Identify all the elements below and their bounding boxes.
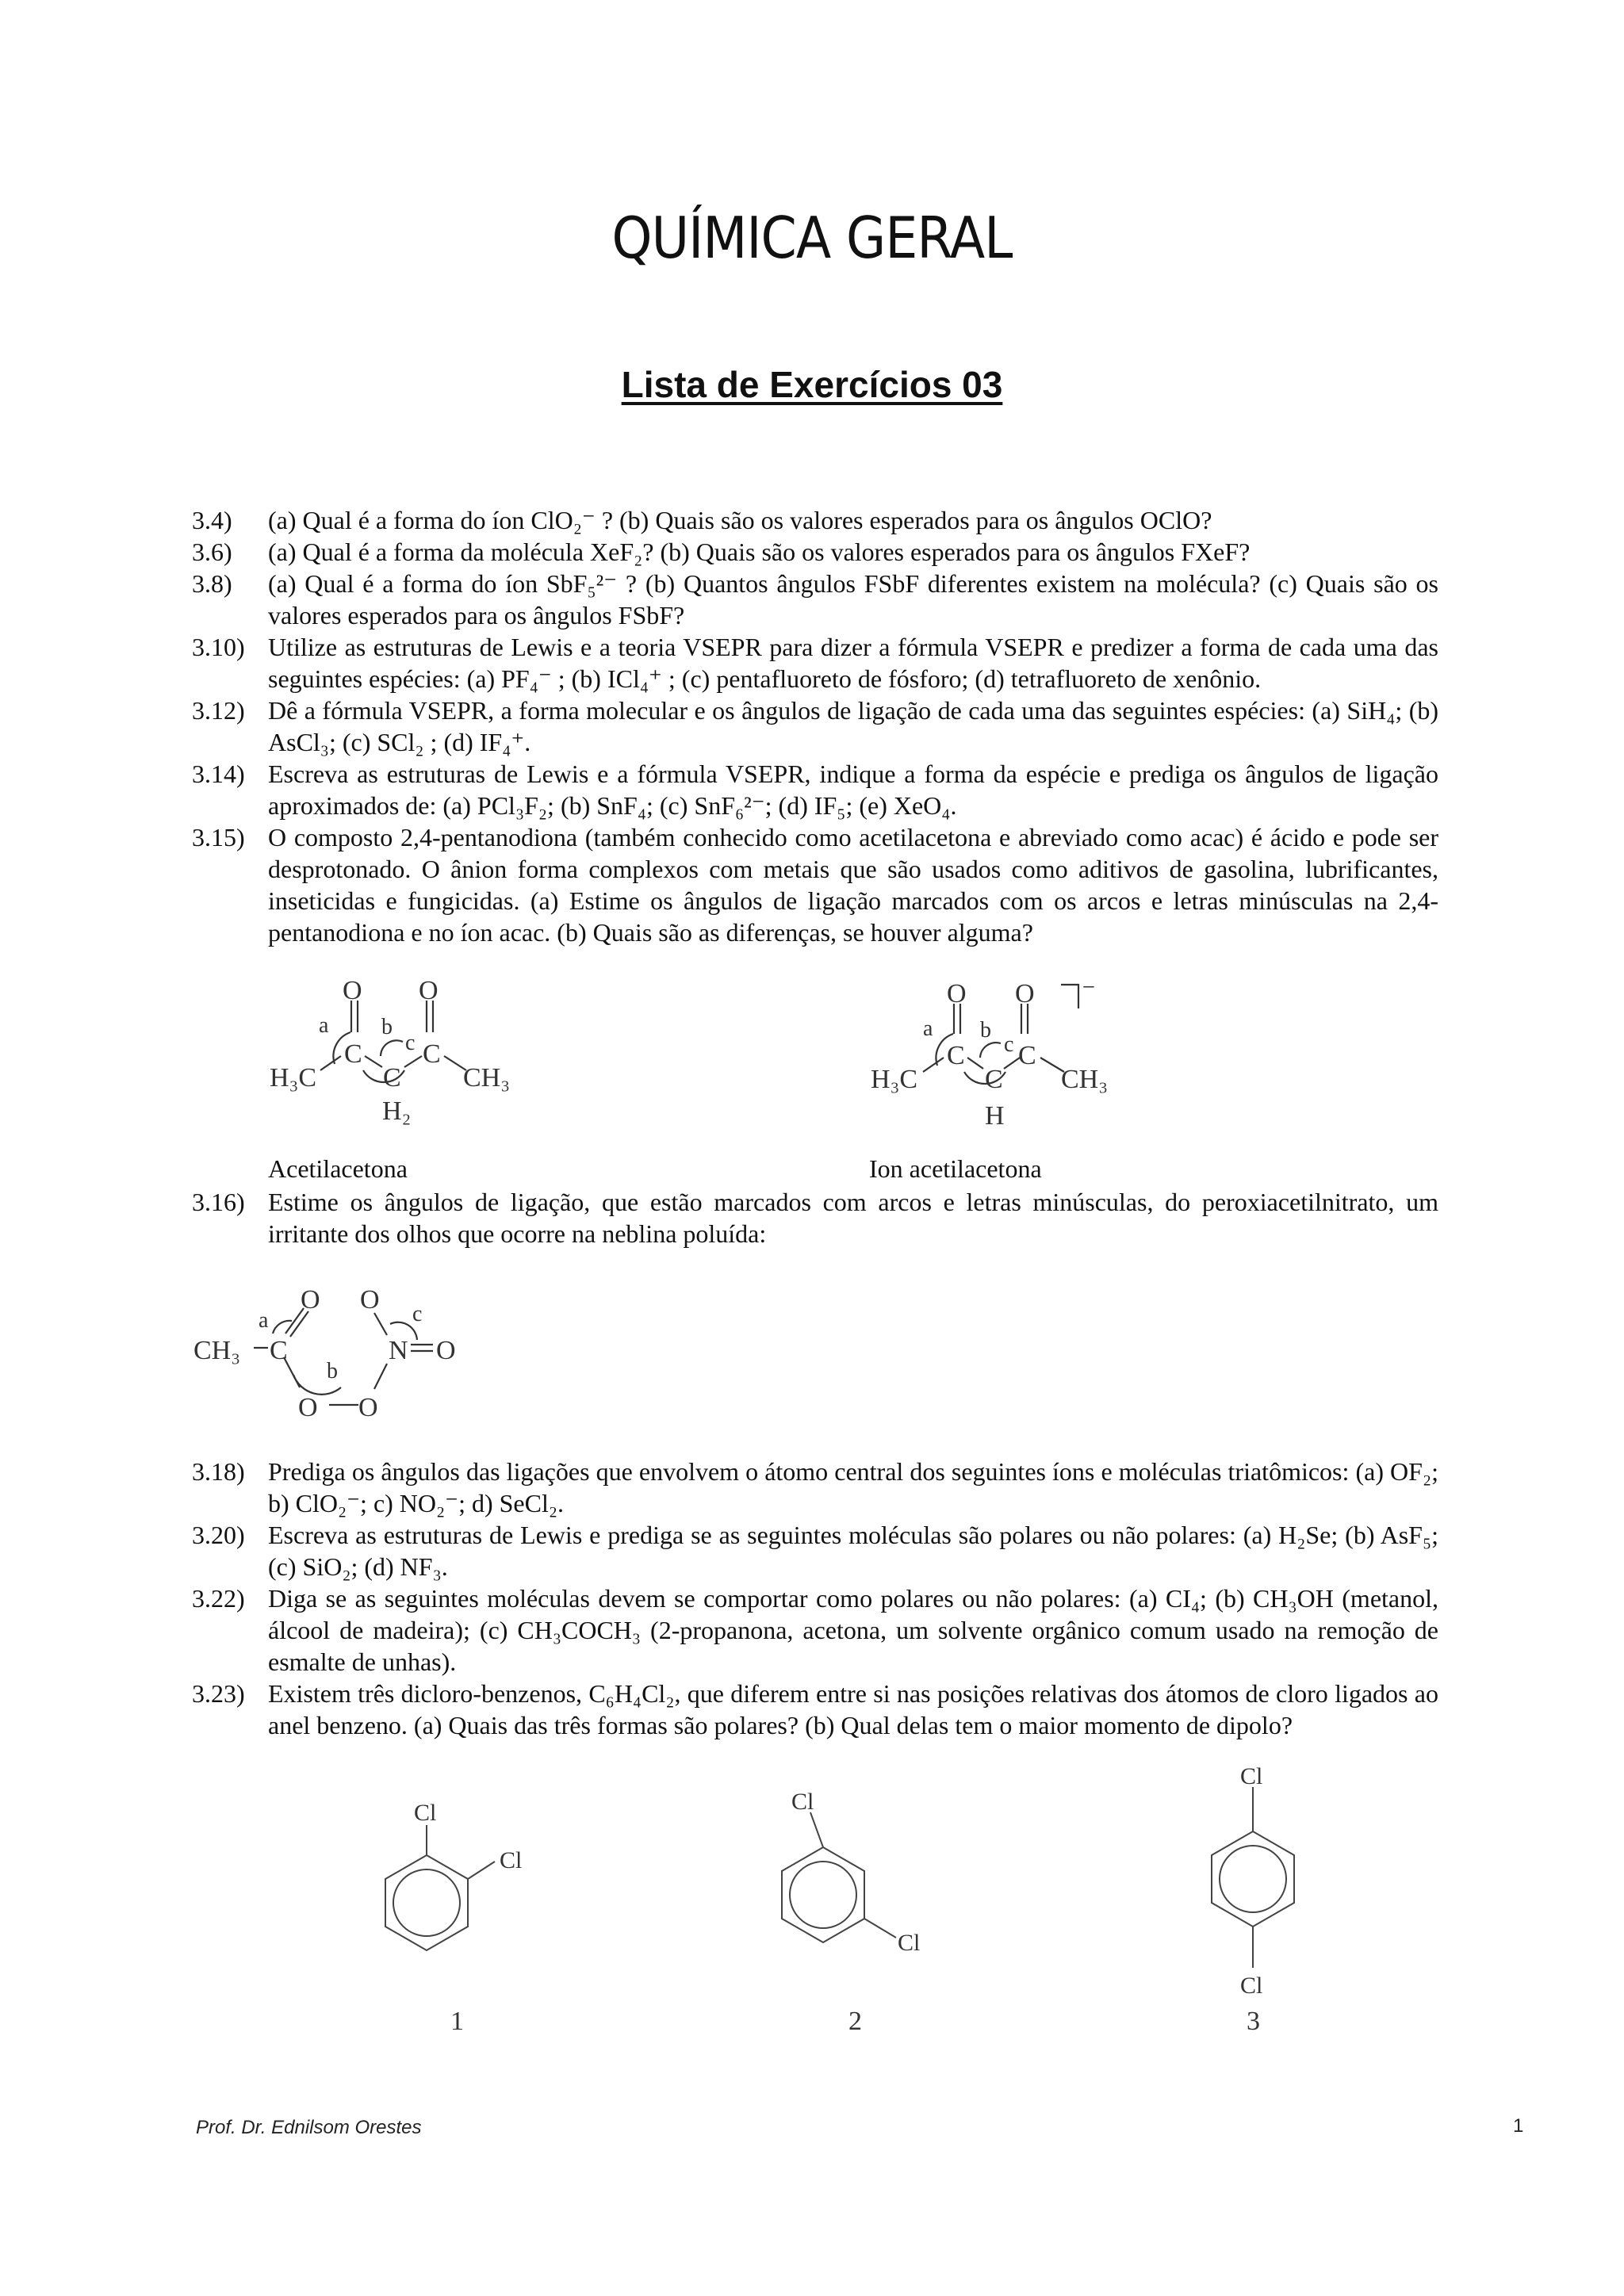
atom-ch3: CH₃ <box>463 1063 511 1093</box>
isomer-label-3: 3 <box>1247 2007 1260 2036</box>
isomer-label-1: 1 <box>450 2007 464 2036</box>
exercise-number: 3.15) <box>192 823 245 851</box>
exercise-text: Escreva as estruturas de Lewis e a fórmula VSEPR, indique a forma da espécie e prediga os ângulos de ligação aproximados de: (a) PCl₃F₂; (b) SnF₄; (c) SnF₆²⁻; (d) IF₅; (e) XeO₄. <box>268 760 1438 820</box>
atom-h: H <box>985 1101 1005 1131</box>
chlorine-label: Cl <box>414 1800 437 1826</box>
exercise-3-10 <box>192 631 1438 695</box>
arc-label-b: b <box>381 1015 393 1039</box>
atom-ch3: CH₃ <box>1061 1065 1109 1094</box>
arc-label-c: c <box>1004 1032 1014 1057</box>
exercise-text: Existem três dicloro-benzenos, C₆H₄Cl₂, que diferem entre si nas posições relativas dos átomos de cloro ligados ao anel benzeno. (a) Quais das três formas são polares? (b) Qual delas tem o maior momento de dipolo? <box>268 1679 1438 1739</box>
arc-label-a: a <box>319 1013 329 1038</box>
caption-acetylacetone: Acetilacetona <box>268 1154 408 1183</box>
exercise-3-12 <box>192 695 1438 758</box>
atom-c3: C <box>423 1039 441 1069</box>
atom-c3: C <box>1018 1041 1036 1070</box>
atom-o-peroxy-1: O <box>298 1393 318 1422</box>
exercise-text: Diga se as seguintes moléculas devem se comportar como polares ou não polares: (a) CI₄; (b) CH₃OH (metanol, álcool de madeira); (c) CH₃COCH₃ (2-propanona, acetona, um solvente orgânico comum usado na remoção de esmalte de unhas). <box>268 1584 1438 1676</box>
arc-label-a: a <box>923 1016 933 1041</box>
exercise-number: 3.10) <box>192 633 245 661</box>
footer-author: Prof. Dr. Ednilsom Orestes <box>196 2117 422 2138</box>
atom-o-nitro-right: O <box>436 1336 456 1365</box>
arc-label-a: a <box>259 1308 269 1333</box>
atom-h3c: H₃C <box>270 1063 317 1093</box>
exercise-text: Estime os ângulos de ligação, que estão marcados com arcos e letras minúsculas, do peroxiacetilnitrato, um irritante dos olhos que ocorre na neblina poluída: <box>268 1188 1438 1248</box>
acetylacetonate-ion-structure <box>864 977 1126 1151</box>
atom-c: C <box>270 1336 288 1365</box>
atom-o-peroxy-2: O <box>358 1393 378 1422</box>
exercise-number: 3.23) <box>192 1679 245 1708</box>
isomer-label-2: 2 <box>848 2007 862 2036</box>
atom-ch3: CH₃ <box>193 1336 241 1365</box>
arc-label-c: c <box>412 1302 423 1326</box>
atom-n: N <box>389 1336 408 1365</box>
arc-label-b: b <box>980 1018 991 1043</box>
atom-o-nitro-top: O <box>360 1285 380 1314</box>
chlorine-label: Cl <box>1240 1973 1263 1999</box>
page-title: QUÍMICA GERAL <box>611 205 1013 271</box>
exercise-number: 3.22) <box>192 1584 245 1613</box>
atom-o1: O <box>947 979 967 1008</box>
exercise-text: Dê a fórmula VSEPR, a forma molecular e os ângulos de ligação de cada uma das seguintes espécies: (a) SiH₄; (b) AsCl₃; (c) SCl₂ ; (d) IF₄⁺. <box>268 696 1438 756</box>
exercise-number: 3.4) <box>192 506 232 534</box>
arc-label-b: b <box>327 1359 338 1383</box>
atom-o2: O <box>419 977 439 1005</box>
exercise-number: 3.8) <box>192 569 232 598</box>
exercise-number: 3.6) <box>192 538 232 566</box>
exercise-3-4 <box>192 504 1438 536</box>
exercise-text: Utilize as estruturas de Lewis e a teoria VSEPR para dizer a fórmula VSEPR e predizer a forma de cada uma das seguintes espécies: (a) PF₄⁻ ; (b) ICl₄⁺ ; (c) pentafluoreto de fósforo; (d) tetrafluoreto de xenônio. <box>268 633 1438 693</box>
charge-sign: ⁻ <box>1082 978 1096 1007</box>
page-subtitle: Lista de Exercícios 03 <box>621 364 1003 405</box>
atom-c2: C <box>383 1063 401 1093</box>
exercise-text: Prediga os ângulos das ligações que envolvem o átomo central dos seguintes íons e moléculas triatômicos: (a) OF₂; b) ClO₂⁻; c) NO₂⁻; d) SeCl₂. <box>268 1457 1438 1517</box>
acetylacetone-structure <box>262 977 539 1143</box>
atom-c2: C <box>985 1065 1003 1094</box>
exercise-number: 3.20) <box>192 1521 245 1549</box>
atom-o2: O <box>1015 979 1035 1008</box>
exercise-text: (a) Qual é a forma da molécula XeF₂? (b) Quais são os valores esperados para os ângulos FXeF? <box>268 538 1251 566</box>
exercise-number: 3.12) <box>192 696 245 725</box>
exercise-3-20 <box>192 1519 1438 1582</box>
exercise-text: O composto 2,4-pentanodiona (também conhecido como acetilacetona e abreviado como acac) é ácido e pode ser desprotonado. O ânion forma complexos com metais que são usados como aditivos de gasolina, lubrificantes, inseticidas e fungicidas. (a) Estime os ângulos de ligação marcados com os arcos e letras minúsculas na 2,4-pentanodiona e no íon acac. (b) Quais são as diferenças, se houver alguma? <box>268 823 1438 947</box>
caption-acetylacetonate-ion: Ion acetilacetona <box>869 1154 1042 1183</box>
exercise-3-22 <box>192 1582 1438 1678</box>
arc-label-c: c <box>405 1031 416 1055</box>
atom-h2: H₂ <box>382 1096 412 1126</box>
exercise-3-8 <box>192 568 1438 631</box>
atom-o-carbonyl: O <box>301 1285 320 1314</box>
chlorine-label: Cl <box>791 1789 814 1815</box>
chlorine-label: Cl <box>898 1930 921 1956</box>
exercise-3-15 <box>192 821 1438 948</box>
exercise-text: (a) Qual é a forma do íon ClO₂⁻ ? (b) Quais são os valores esperados para os ângulos OClO? <box>268 506 1212 534</box>
atom-h3c: H₃C <box>871 1065 918 1094</box>
exercise-text: (a) Qual é a forma do íon SbF₅²⁻ ? (b) Quantos ângulos FSbF diferentes existem na molécula? (c) Quais são os valores esperados para os ângulos FSbF? <box>268 569 1438 629</box>
exercise-number: 3.18) <box>192 1457 245 1486</box>
exercise-3-14 <box>192 758 1438 821</box>
atom-c1: C <box>947 1041 965 1070</box>
chlorine-label: Cl <box>500 1847 523 1873</box>
exercise-3-23 <box>192 1678 1438 1741</box>
atom-o1: O <box>343 977 362 1005</box>
exercise-3-6 <box>192 536 1438 568</box>
exercise-text: Escreva as estruturas de Lewis e prediga se as seguintes moléculas são polares ou não polares: (a) H₂Se; (b) AsF₅; (c) SiO₂; (d) NF₃. <box>268 1521 1438 1581</box>
exercise-number: 3.16) <box>192 1188 245 1216</box>
chlorine-label: Cl <box>1240 1763 1263 1789</box>
peroxyacetylnitrate-structure <box>190 1276 492 1427</box>
exercise-3-16 <box>192 1186 1438 1249</box>
page-number: 1 <box>1513 2115 1524 2137</box>
atom-c1: C <box>344 1039 362 1069</box>
dichlorobenzenes-figure <box>349 1760 1332 2045</box>
exercise-number: 3.14) <box>192 760 245 788</box>
exercise-3-18 <box>192 1456 1438 1519</box>
